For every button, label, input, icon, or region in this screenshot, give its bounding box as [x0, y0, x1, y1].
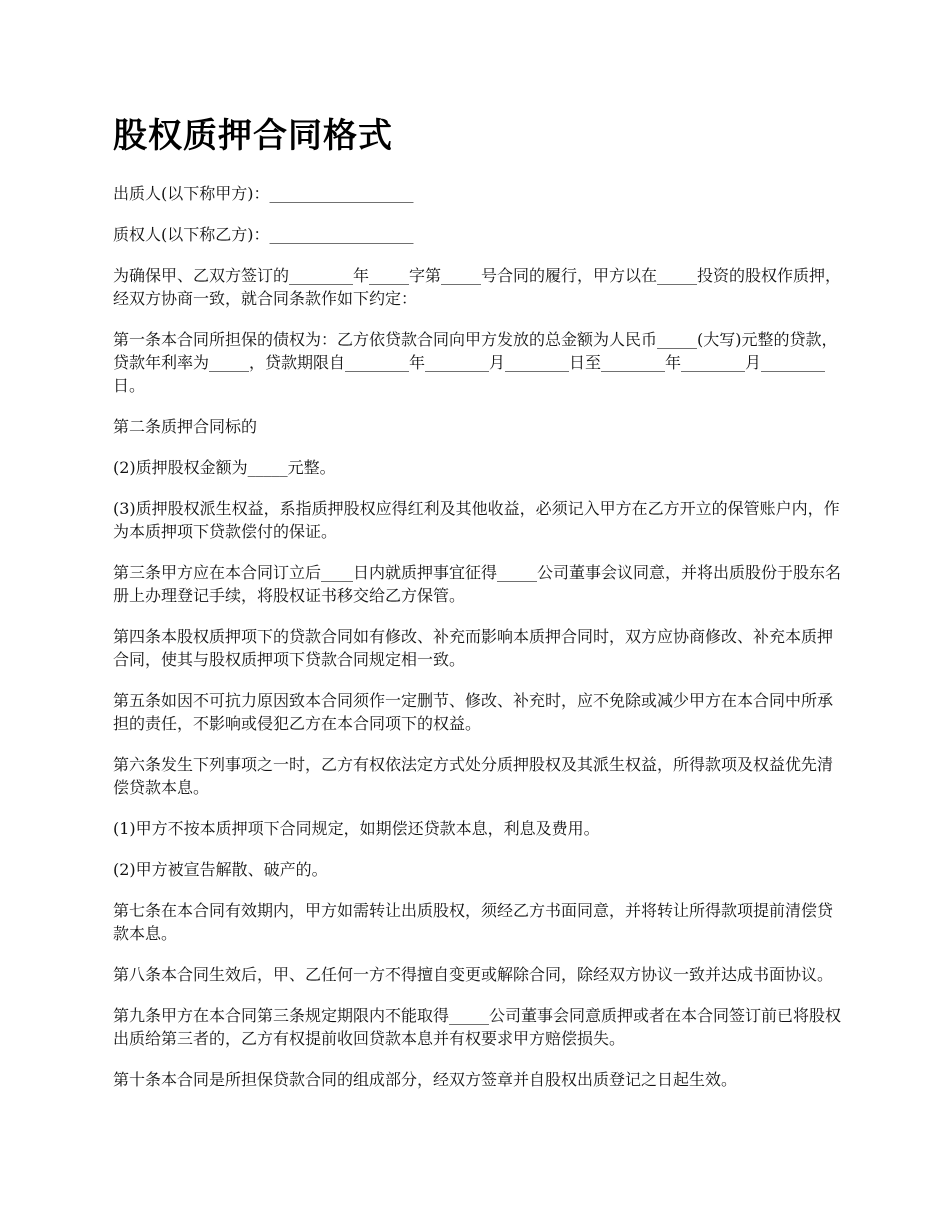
article-10: 第十条本合同是所担保贷款合同的组成部分，经双方签章并自股权出质登记之日起生效。: [113, 1070, 738, 1089]
article-2-item-3: (3)质押股权派生权益，系指质押股权应得红利及其他收益，必须记入甲方在乙方开立的保管账户内，作为本质押项下贷款偿付的保证。: [113, 499, 840, 541]
document-page: [113, 112, 843, 1109]
article-1: 第一条本合同所担保的债权为：乙方依贷款合同向甲方发放的总金额为人民币_____(大写)元整的贷款，贷款年利率为_____，贷款期限自________年________月________日至________年________月________日。: [113, 330, 838, 395]
article-6-item-2: (2)甲方被宣告解散、破产的。: [113, 860, 328, 879]
article-6-item-1: (1)甲方不按本质押项下合同规定，如期偿还贷款本息，利息及费用。: [113, 819, 600, 838]
pledgor-line: 出质人(以下称甲方)：__________________: [113, 184, 414, 203]
article-3: 第三条甲方应在本合同订立后____日内就质押事宜征得_____公司董事会议同意，并将出质股份于股东名册上办理登记手续，将股权证书移交给乙方保管。: [113, 563, 842, 605]
article-5: 第五条如因不可抗力原因致本合同须作一定删节、修改、补充时，应不免除或减少甲方在本合同中所承担的责任，不影响或侵犯乙方在本合同项下的权益。: [113, 691, 834, 733]
article-8: 第八条本合同生效后，甲、乙任何一方不得擅自变更或解除合同，除经双方协议一致并达成书面协议。: [113, 965, 834, 984]
article-2-heading: 第二条质押合同标的: [113, 417, 258, 436]
pledgee-line: 质权人(以下称乙方)：__________________: [113, 225, 414, 244]
article-2-item-2: (2)质押股权金额为_____元整。: [113, 458, 336, 477]
article-6: 第六条发生下列事项之一时，乙方有权依法定方式处分质押股权及其派生权益，所得款项及权益优先清偿贷款本息。: [113, 755, 834, 797]
article-7: 第七条在本合同有效期内，甲方如需转让出质股权，须经乙方书面同意，并将转让所得款项提前清偿贷款本息。: [113, 901, 834, 943]
page-title: 股权质押合同格式: [113, 116, 393, 156]
preamble-paragraph: 为确保甲、乙双方签订的________年_____字第_____号合同的履行，甲方以在_____投资的股权作质押，经双方协商一致，就合同条款作如下约定：: [113, 266, 842, 308]
article-9: 第九条甲方在本合同第三条规定期限内不能取得_____公司董事会同意质押或者在本合同签订前已将股权出质给第三者的，乙方有权提前收回贷款本息并有权要求甲方赔偿损失。: [113, 1006, 842, 1048]
article-4: 第四条本股权质押项下的贷款合同如有修改、补充而影响本质押合同时，双方应协商修改、补充本质押合同，使其与股权质押项下贷款合同规定相一致。: [113, 627, 834, 669]
